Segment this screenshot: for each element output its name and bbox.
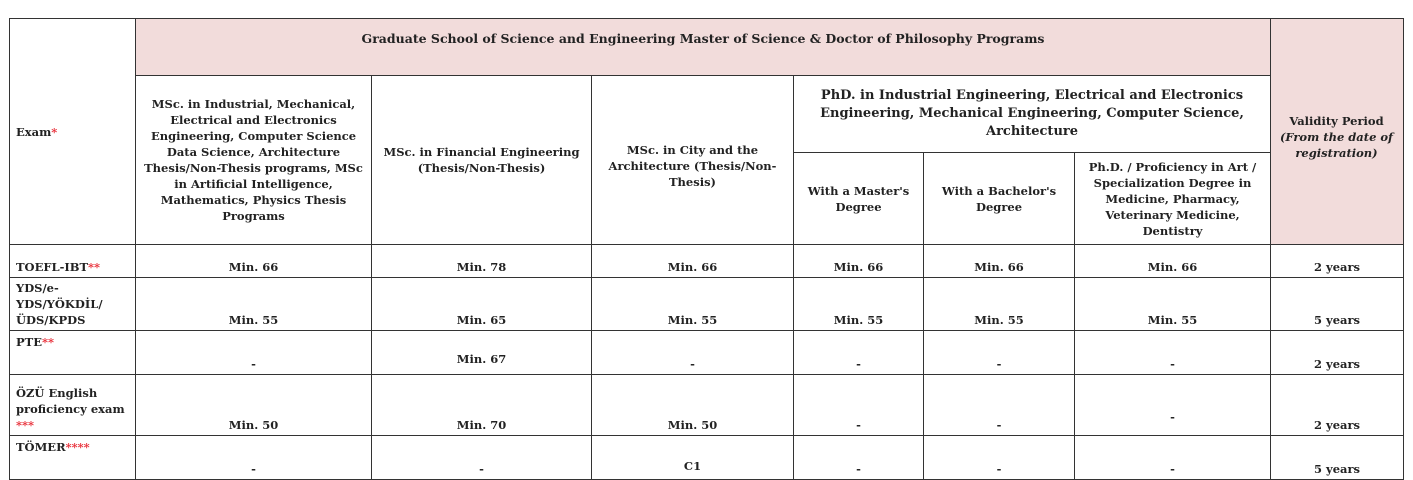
value-cell: - [136,331,372,375]
value-cell: Min. 66 [924,245,1075,278]
value-cell: - [1075,436,1271,480]
value-cell: Min. 65 [372,278,592,331]
validity-header-label: Validity Period [1289,114,1384,128]
table-row-tomer [10,436,1404,480]
value-cell: - [794,375,924,436]
value-cell: - [1075,375,1271,436]
value-cell: Min. 50 [592,375,794,436]
exam-cell [10,436,136,480]
value-cell: Min. 55 [924,278,1075,331]
exam-header-mark: * [51,124,58,139]
validity-header-note: (From the date of registration) [1279,130,1394,160]
exam-mark: **** [65,440,90,454]
exam-cell [10,278,136,331]
value-cell: Min. 50 [136,375,372,436]
exam-name: YDS/e-YDS/YÖKDİL/ÜDS/KPDS [16,281,103,327]
msc-city-header: MSc. in City and the Architecture (Thesis/Non-Thesis) [592,76,794,245]
exam-cell [10,375,136,436]
value-cell: Min. 67 [372,331,592,375]
value-cell: C1 [592,436,794,480]
table-row-pte [10,331,1404,375]
value-cell: - [1075,331,1271,375]
exam-name: PTE [16,335,42,349]
value-cell: Min. 66 [794,245,924,278]
value-cell: Min. 78 [372,245,592,278]
validity-cell: 2 years [1271,331,1404,375]
requirements-table-wrapper [9,18,1404,480]
msc-fin-header: MSc. in Financial Engineering (Thesis/Non-Thesis) [372,76,592,245]
value-cell: - [924,436,1075,480]
validity-cell: 5 years [1271,436,1404,480]
exam-name: TÖMER [16,440,66,454]
value-cell: Min. 70 [372,375,592,436]
exam-cell [10,331,136,375]
value-cell: Min. 55 [136,278,372,331]
validity-header [1270,113,1403,161]
table-row-toefl [10,245,1404,278]
value-cell: Min. 55 [794,278,924,331]
program-header-row [10,76,1404,153]
exam-cell [10,245,136,278]
validity-cell: 2 years [1271,245,1404,278]
value-cell: Min. 55 [1075,278,1271,331]
value-cell: Min. 66 [1075,245,1271,278]
value-cell: - [592,331,794,375]
exam-header [10,19,136,245]
exam-mark: *** [16,418,35,432]
table-row-ozu [10,375,1404,436]
table-row-yds [10,278,1404,331]
exam-mark: ** [88,260,101,274]
value-cell: - [794,436,924,480]
phd-bachelor-header: With a Bachelor's Degree [924,153,1075,245]
msc-eng-header: MSc. in Industrial, Mechanical, Electrical and Electronics Engineering, Computer Science Data Science, Architecture Thesis/Non-Thesis programs, MSc in Artificial Intelligence, Mathematics, Physics Thesis Programs [136,76,372,245]
value-cell: - [924,331,1075,375]
exam-name: TOEFL-IBT [16,260,89,274]
language-requirements-table [9,18,1404,480]
exam-name: ÖZÜ English proficiency exam [16,386,125,416]
table-title: Graduate School of Science and Engineering Master of Science & Doctor of Philosophy Programs [136,19,1271,76]
value-cell: Min. 66 [136,245,372,278]
phd-group-header: PhD. in Industrial Engineering, Electrical and Electronics Engineering, Mechanical Engineering, Computer Science, Architecture [794,76,1271,153]
value-cell: Min. 55 [592,278,794,331]
phd-master-header: With a Master's Degree [794,153,924,245]
value-cell: Min. 66 [592,245,794,278]
value-cell: - [372,436,592,480]
exam-header-label: Exam [16,124,52,139]
value-cell: - [924,375,1075,436]
value-cell: - [136,436,372,480]
value-cell: - [794,331,924,375]
validity-cell: 2 years [1271,375,1404,436]
exam-mark: ** [41,335,55,349]
title-row [10,19,1404,76]
phd-prof-header: Ph.D. / Proficiency in Art / Specialization Degree in Medicine, Pharmacy, Veterinary Medicine, Dentistry [1075,153,1271,245]
validity-cell: 5 years [1271,278,1404,331]
